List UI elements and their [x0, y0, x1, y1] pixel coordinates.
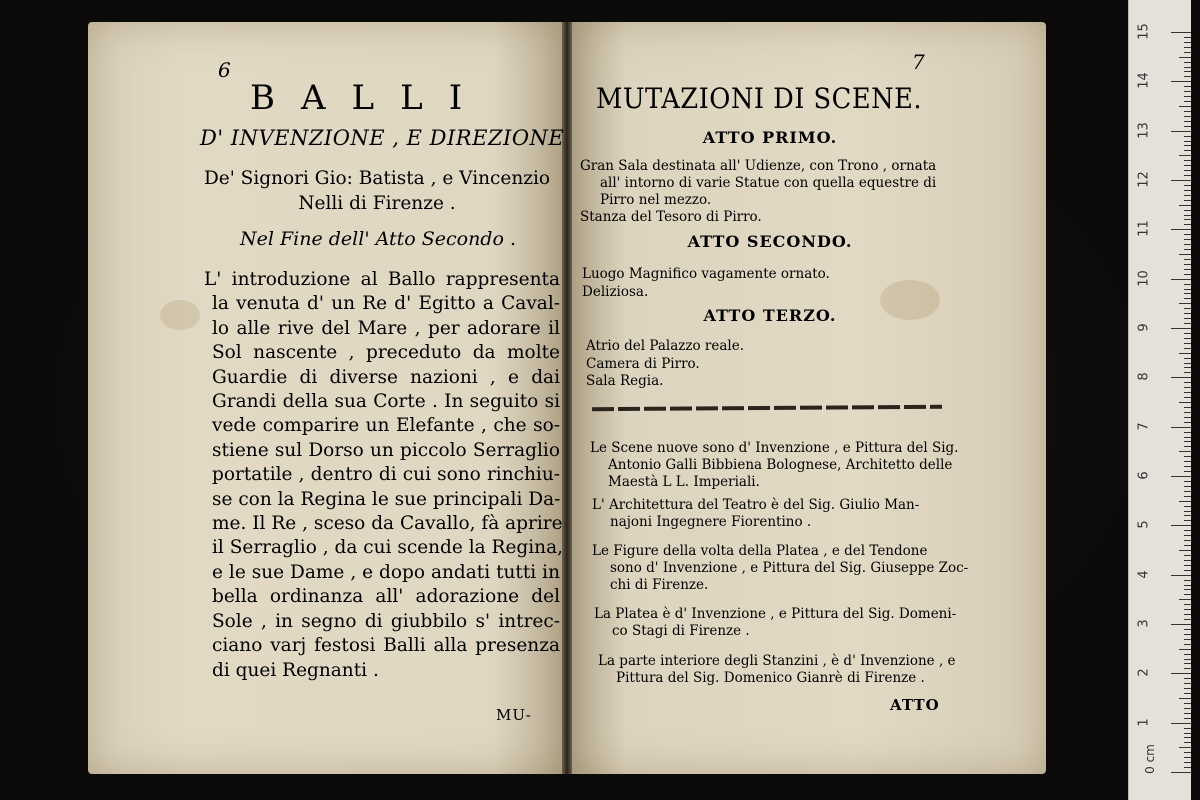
ruler-tick — [1184, 742, 1191, 743]
ruler-tick — [1184, 718, 1191, 719]
ruler-tick — [1184, 703, 1191, 704]
ruler-tick — [1184, 446, 1191, 447]
ruler-tick — [1184, 234, 1191, 235]
ruler-tick — [1184, 116, 1191, 117]
ruler-tick — [1184, 224, 1191, 225]
catchword: ATTO — [890, 696, 940, 714]
ruler-tick — [1184, 422, 1191, 423]
ruler-tick — [1179, 106, 1191, 107]
ruler-tick — [1184, 688, 1191, 689]
ruler-tick — [1184, 313, 1191, 314]
ruler-tick — [1184, 555, 1191, 556]
ruler-tick — [1184, 136, 1191, 137]
ruler-tick — [1184, 274, 1191, 275]
ruler-tick — [1171, 32, 1191, 33]
ruler-unit-label: 0 cm — [1142, 744, 1157, 774]
ruler-tick — [1184, 150, 1191, 151]
ruler-tick — [1179, 155, 1191, 156]
ruler-tick — [1179, 303, 1191, 304]
ruler-tick — [1184, 515, 1191, 516]
ruler-tick — [1184, 219, 1191, 220]
ruler-tick — [1184, 101, 1191, 102]
ruler-tick — [1184, 175, 1191, 176]
ruler-tick — [1184, 239, 1191, 240]
ruler-tick — [1184, 338, 1191, 339]
scene-entry: Deliziosa. — [582, 284, 649, 300]
ruler-number: 3 — [1136, 619, 1152, 628]
ruler-tick — [1184, 728, 1191, 729]
ruler-tick — [1184, 456, 1191, 457]
body-line: Grandi della sua Corte . In seguito si — [212, 391, 560, 413]
ruler-tick — [1179, 402, 1191, 403]
scene-entry: Stanza del Tesoro di Pirro. — [580, 209, 762, 225]
ruler-tick — [1184, 417, 1191, 418]
ruler-tick — [1184, 200, 1191, 201]
ruler-tick — [1184, 752, 1191, 753]
ruler-tick — [1184, 683, 1191, 684]
ruler-tick — [1184, 165, 1191, 166]
ruler-number: 14 — [1136, 72, 1152, 90]
ruler-tick — [1179, 254, 1191, 255]
ruler-tick — [1184, 659, 1191, 660]
ruler-tick — [1184, 733, 1191, 734]
ruler-tick — [1184, 397, 1191, 398]
ruler-tick — [1184, 323, 1191, 324]
ruler-tick — [1184, 372, 1191, 373]
ruler-tick — [1184, 481, 1191, 482]
ruler-tick — [1184, 570, 1191, 571]
ruler-tick — [1184, 496, 1191, 497]
body-line: vede comparire un Elefante , che so- — [212, 415, 560, 437]
ruler-tick — [1184, 145, 1191, 146]
ruler-tick — [1179, 698, 1191, 699]
credit-line: sono d' Invenzione , e Pittura del Sig. Giuseppe Zoc- — [610, 560, 969, 576]
credit-entry — [590, 440, 1010, 491]
body-line: il Serraglio , da cui scende la Regina, — [212, 537, 564, 559]
ruler-tick — [1184, 111, 1191, 112]
ruler-tick — [1184, 693, 1191, 694]
ruler-tick — [1184, 308, 1191, 309]
credit-entry — [592, 543, 1012, 594]
body-line: L' introduzione al Ballo rappresenta — [204, 269, 560, 290]
ruler-tick — [1179, 747, 1191, 748]
ruler-tick — [1184, 520, 1191, 521]
ruler-tick — [1184, 37, 1191, 38]
body-line: se con la Regina le sue principali Da- — [212, 488, 561, 510]
ruler-tick — [1184, 639, 1191, 640]
ruler-tick — [1184, 367, 1191, 368]
ruler-tick — [1171, 279, 1191, 280]
ruler-tick — [1184, 363, 1191, 364]
ruler-tick — [1171, 723, 1191, 724]
credit-entry — [592, 497, 1012, 531]
ruler-tick — [1184, 264, 1191, 265]
ruler-number: 15 — [1136, 23, 1152, 40]
ruler-tick — [1184, 215, 1191, 216]
scene-line: Pirro nel mezzo. — [600, 192, 712, 208]
ruler-tick — [1184, 713, 1191, 714]
ruler-tick — [1184, 62, 1191, 63]
ruler-tick — [1184, 91, 1191, 92]
ruler-number: 8 — [1136, 372, 1152, 381]
act-heading: ATTO PRIMO. — [702, 128, 838, 147]
ruler-tick — [1171, 131, 1191, 132]
ruler-number: 1 — [1136, 718, 1152, 727]
credit-line: chi di Firenze. — [610, 577, 709, 593]
credit-line: Le Scene nuove sono d' Invenzione , e Pittura del Sig. — [590, 440, 959, 456]
ruler-tick — [1184, 284, 1191, 285]
ruler-tick — [1171, 328, 1191, 329]
ruler-number: 13 — [1136, 121, 1152, 139]
ruler-tick — [1184, 545, 1191, 546]
ruler-tick — [1184, 585, 1191, 586]
credit-line: co Stagi di Firenze . — [612, 623, 750, 639]
right-page-number: 7 — [912, 50, 925, 74]
ruler-number: 7 — [1136, 422, 1152, 431]
scene-entry: Atrio del Palazzo reale. — [586, 338, 744, 354]
ruler-tick — [1184, 407, 1191, 408]
ruler-tick — [1184, 530, 1191, 531]
ruler-tick — [1184, 141, 1191, 142]
scene-entry: Sala Regia. — [586, 373, 664, 389]
ruler-tick — [1184, 589, 1191, 590]
body-line: me. Il Re , sceso da Cavallo, fà aprire — [212, 513, 563, 535]
ruler-tick — [1184, 461, 1191, 462]
ruler-tick — [1184, 52, 1191, 53]
body-line: bella ordinanza all' adorazione del — [212, 586, 560, 608]
ruler-tick — [1184, 437, 1191, 438]
credit-line: najoni Ingegnere Fiorentino . — [610, 514, 812, 530]
ruler-tick — [1184, 126, 1191, 127]
ruler-tick — [1171, 624, 1191, 625]
ruler-tick — [1184, 269, 1191, 270]
ruler-number: 5 — [1136, 520, 1152, 529]
authors-line: De' Signori Gio: Batista , e Vincenzio — [203, 168, 551, 189]
body-line: stiene sul Dorso un piccolo Serraglio — [212, 439, 560, 461]
ruler-tick — [1184, 441, 1191, 442]
credit-line: La Platea è d' Invenzione , e Pittura del Sig. Domeni- — [594, 606, 957, 622]
ruler-tick — [1184, 382, 1191, 383]
ruler-tick — [1184, 619, 1191, 620]
ruler-tick — [1184, 392, 1191, 393]
ruler-tick — [1184, 210, 1191, 211]
ruler-tick — [1184, 343, 1191, 344]
ruler-tick — [1184, 609, 1191, 610]
ruler-tick — [1184, 121, 1191, 122]
ruler-tick — [1184, 565, 1191, 566]
credit-line: L' Architettura del Teatro è del Sig. Giulio Man- — [592, 497, 920, 513]
ruler-number: 10 — [1136, 269, 1152, 287]
ruler-number: 12 — [1136, 171, 1152, 188]
ruler-tick — [1184, 333, 1191, 334]
ruler-tick — [1184, 358, 1191, 359]
ruler-number: 4 — [1136, 570, 1152, 579]
ruler-tick — [1184, 634, 1191, 635]
ruler-tick — [1179, 451, 1191, 452]
body-line: lo alle rive del Mare , per adorare il — [212, 317, 560, 339]
body-line: portatile , dentro di cui sono rinchiu- — [212, 464, 560, 486]
ruler-number: 2 — [1136, 668, 1152, 677]
ruler-tick — [1171, 575, 1191, 576]
ruler-tick — [1184, 170, 1191, 171]
ruler-tick — [1184, 486, 1191, 487]
ruler-tick — [1184, 757, 1191, 758]
body-line: ciano varj festosi Balli alla presenza — [212, 635, 560, 657]
ruler-tick — [1171, 180, 1191, 181]
ruler-tick — [1184, 668, 1191, 669]
ruler-tick — [1184, 604, 1191, 605]
credit-line: La parte interiore degli Stanzini , è d' Invenzione , e — [598, 653, 956, 669]
ruler-tick — [1184, 86, 1191, 87]
credit-entry — [598, 653, 1018, 687]
act-heading: ATTO SECONDO. — [687, 232, 853, 251]
ruler-tick — [1184, 560, 1191, 561]
ruler-tick — [1184, 289, 1191, 290]
credit-entry — [594, 606, 1014, 640]
ruler-tick — [1184, 663, 1191, 664]
ruler-tick — [1184, 466, 1191, 467]
ruler-tick — [1184, 737, 1191, 738]
ruler-tick — [1184, 471, 1191, 472]
ruler-tick — [1184, 654, 1191, 655]
ruler-tick — [1184, 318, 1191, 319]
ruler-tick — [1184, 348, 1191, 349]
credit-line: Pittura del Sig. Domenico Gianrè di Firenze . — [616, 670, 925, 686]
paper-stain — [160, 300, 200, 330]
ruler-tick — [1171, 377, 1191, 378]
ruler-tick — [1184, 594, 1191, 595]
catchword: MU- — [496, 706, 532, 724]
scene-entry: Camera di Pirro. — [586, 356, 700, 372]
ruler-tick — [1184, 387, 1191, 388]
credit-line: Antonio Galli Bibbiena Bolognese, Architetto delle — [608, 457, 953, 473]
ruler-tick — [1171, 772, 1191, 773]
ruler-number: 9 — [1136, 323, 1152, 332]
ruler-tick — [1184, 644, 1191, 645]
ruler-tick — [1179, 550, 1191, 551]
ruler-tick — [1179, 353, 1191, 354]
ruler-tick — [1184, 614, 1191, 615]
body-line: Sol nascente , preceduto da molte — [212, 342, 560, 364]
scene-entry: Luogo Magnifico vagamente ornato. — [582, 266, 830, 282]
ruler-tick — [1184, 185, 1191, 186]
act-heading: ATTO TERZO. — [703, 306, 837, 325]
scene-line: Gran Sala destinata all' Udienze, con Trono , ornata — [580, 158, 937, 174]
ruler-tick — [1184, 298, 1191, 299]
ruler-tick — [1184, 67, 1191, 68]
occasion-heading: Nel Fine dell' Atto Secondo . — [240, 228, 516, 250]
page-title: BALLI — [250, 78, 489, 118]
ruler-tick — [1184, 190, 1191, 191]
body-line: e le sue Dame , e dopo andati tutti in — [212, 561, 560, 583]
ruler-tick — [1184, 195, 1191, 196]
ruler-tick — [1184, 432, 1191, 433]
ruler-tick — [1171, 476, 1191, 477]
ruler-tick — [1171, 427, 1191, 428]
ruler-tick — [1184, 540, 1191, 541]
body-line: la venuta d' un Re d' Egitto a Caval- — [212, 293, 560, 315]
ruler-tick — [1184, 249, 1191, 250]
body-line: Sole , in segno di giubbilo s' intrec- — [212, 610, 560, 632]
ruler-number: 11 — [1136, 220, 1152, 238]
ruler-tick — [1171, 229, 1191, 230]
ruler-tick — [1184, 412, 1191, 413]
credit-line: Le Figure della volta della Platea , e del Tendone — [592, 543, 928, 559]
ruler-tick — [1184, 293, 1191, 294]
authors-line: Nelli di Firenze . — [298, 193, 456, 214]
ruler-tick — [1184, 506, 1191, 507]
ruler-tick — [1184, 535, 1191, 536]
body-text — [200, 268, 564, 683]
ruler-number: 6 — [1136, 471, 1152, 480]
ruler-tick — [1184, 71, 1191, 72]
ruler-tick — [1171, 673, 1191, 674]
ruler-tick — [1184, 762, 1191, 763]
ruler-tick — [1184, 767, 1191, 768]
ruler-tick — [1184, 96, 1191, 97]
ruler-tick — [1179, 57, 1191, 58]
body-line: Guardie di diverse nazioni , e dai — [212, 366, 560, 388]
ruler-tick — [1184, 491, 1191, 492]
ruler-tick — [1184, 678, 1191, 679]
ruler-tick — [1184, 580, 1191, 581]
body-line: di quei Regnanti . — [212, 659, 379, 681]
ruler-tick — [1179, 649, 1191, 650]
subtitle: D' INVENZIONE , E DIREZIONE — [200, 126, 565, 150]
ruler-tick — [1184, 160, 1191, 161]
measurement-ruler — [1128, 0, 1191, 800]
ruler-tick — [1184, 42, 1191, 43]
ruler-tick — [1184, 708, 1191, 709]
ruler-tick — [1184, 76, 1191, 77]
scene-entry — [580, 158, 936, 209]
ruler-tick — [1171, 525, 1191, 526]
left-page-number: 6 — [218, 58, 231, 82]
authors — [192, 166, 562, 216]
credit-line: Maestà L L. Imperiali. — [608, 474, 760, 490]
scene-line: all' intorno di varie Statue con quella equestre di — [600, 175, 937, 191]
page-title: MUTAZIONI DI SCENE. — [596, 82, 923, 115]
ruler-tick — [1171, 81, 1191, 82]
ruler-tick — [1184, 629, 1191, 630]
ruler-tick — [1179, 599, 1191, 600]
ruler-tick — [1179, 205, 1191, 206]
ruler-tick — [1179, 501, 1191, 502]
ruler-tick — [1184, 47, 1191, 48]
ruler-tick — [1184, 259, 1191, 260]
ruler-tick — [1184, 244, 1191, 245]
ruler-tick — [1184, 511, 1191, 512]
